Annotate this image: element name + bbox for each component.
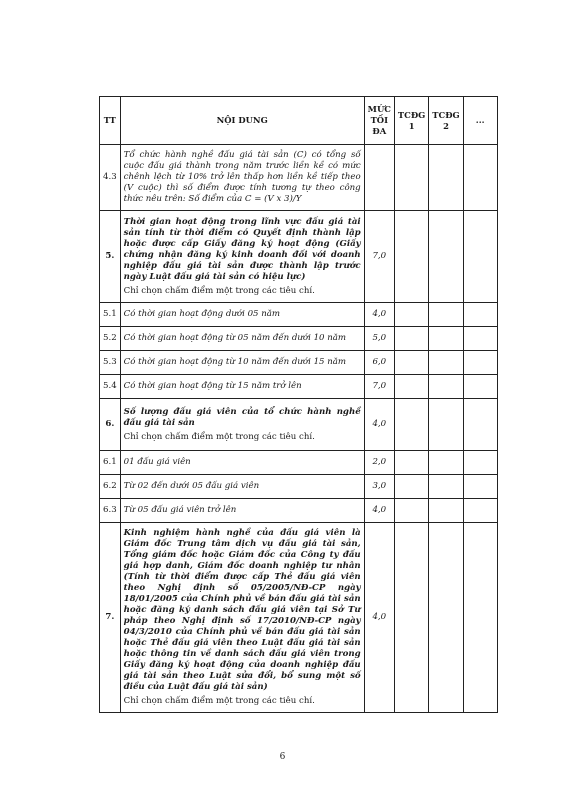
score-cell [463,351,497,375]
score-cell [394,351,428,375]
row-content-text: Kinh nghiệm hành nghề của đấu giá viên là Giám đốc Trung tâm dịch vụ đấu giá tài sản, Tổng giám đốc hoặc Giám đốc của Công ty đấu giá hợp danh, Giám đốc doanh nghiệp tư nhân (Tính từ thời điểm được cấp Thẻ đấu giá viên theo Nghị định số 05/2005/NĐ-CP ngày 18/01/2005 của Chính phủ về bán đấu giá tài sản hoặc đăng ký danh sách đấu giá viên tại Sở Tư pháp theo Nghị định số 17/2010/NĐ-CP ngày 04/3/2010 của Chính phủ về bán đấu giá tài sản hoặc Thẻ đấu giá viên theo Luật đấu giá tài sản hoặc thông tin về danh sách đấu giá viên trong Giấy đăng ký hoạt động của doanh nghiệp đấu giá tài sản theo Luật sửa đổi, bổ sung một số điều của Luật đấu giá tài sản) [123,528,361,692]
header-content: NỘI DUNG [120,97,364,145]
score-cell [394,451,428,475]
score-cell [463,523,497,713]
row-number: 6.3 [100,499,121,523]
row-max-points: 4,0 [364,399,394,451]
row-content: 01 đấu giá viên [120,451,364,475]
score-cell [429,475,463,499]
score-cell [463,499,497,523]
page-number: 6 [279,752,286,762]
row-note: Chỉ chọn chấm điểm một trong các tiêu chí. [123,431,315,442]
score-cell [429,499,463,523]
score-cell [429,351,463,375]
row-max-points [364,145,394,211]
row-content: Có thời gian hoạt động từ 05 năm đến dưới 10 năm [120,327,364,351]
score-cell [429,303,463,327]
score-cell [429,399,463,451]
score-cell [394,475,428,499]
table-row [100,327,498,351]
score-cell [394,211,428,303]
row-content: Có thời gian hoạt động từ 10 năm đến dưới 15 năm [120,351,364,375]
row-content: Từ 05 đấu giá viên trở lên [120,499,364,523]
row-content [120,399,364,451]
table-row [100,375,498,399]
row-content: Từ 02 đến dưới 05 đấu giá viên [120,475,364,499]
row-number: 6. [100,399,121,451]
row-number: 7. [100,523,121,713]
score-cell [463,145,497,211]
score-cell [429,375,463,399]
row-max-points: 4,0 [364,499,394,523]
table-row [100,499,498,523]
row-max-points: 5,0 [364,327,394,351]
row-number: 5.1 [100,303,121,327]
header-tcdg1 [394,97,428,145]
score-cell [429,523,463,713]
header-more: ... [463,97,497,145]
table-row [100,451,498,475]
row-content-text: Số lượng đấu giá viên của tổ chức hành nghề đấu giá tài sản [123,406,361,428]
table-row [100,523,498,713]
row-max-points: 4,0 [364,303,394,327]
score-cell [463,375,497,399]
header-tcdg2-line1: TCĐG [432,109,460,120]
score-cell [429,145,463,211]
header-max-line2: TỐI [370,115,389,126]
score-cell [394,499,428,523]
row-content [120,523,364,713]
score-cell [429,327,463,351]
row-content: Tổ chức hành nghề đấu giá tài sản (C) có tổng số cuộc đấu giá thành trong năm trước liền kề có mức chênh lệch từ 10% trở lên thấp hơn liền kề tiếp theo (V cuộc) thì số điểm được tính tương tự theo công thức nêu trên: Số điểm của C = (V x 3)/Y [120,145,364,211]
header-row [100,97,498,145]
score-cell [429,451,463,475]
row-number: 6.1 [100,451,121,475]
row-max-points: 3,0 [364,475,394,499]
score-cell [394,145,428,211]
score-cell [394,375,428,399]
row-content [120,211,364,303]
score-cell [429,211,463,303]
score-cell [463,327,497,351]
header-max-line1: MỨC [367,104,391,115]
row-note: Chỉ chọn chấm điểm một trong các tiêu chí. [123,696,315,706]
score-cell [463,475,497,499]
row-content: Có thời gian hoạt động dưới 05 năm [120,303,364,327]
row-max-points: 6,0 [364,351,394,375]
row-number: 5.3 [100,351,121,375]
table-row [100,303,498,327]
table-row [100,475,498,499]
header-max-line3: ĐA [372,125,387,136]
header-tcdg1-line2: 1 [408,120,415,131]
row-number: 6.2 [100,475,121,499]
score-cell [394,327,428,351]
score-cell [463,211,497,303]
score-cell [463,451,497,475]
header-tcdg1-line1: TCĐG [397,109,426,120]
row-content-text: Thời gian hoạt động trong lĩnh vực đấu giá tài sản tính từ thời điểm có Quyết định thành lập hoặc được cấp Giấy đăng ký hoạt động (Giấy chứng nhận đăng ký kinh doanh đối với doanh nghiệp đấu giá tài sản được thành lập trước ngày Luật đấu giá tài sản có hiệu lực) [123,216,361,282]
header-tcdg2-line2: 2 [443,120,449,131]
row-number: 4.3 [100,145,121,211]
score-cell [394,303,428,327]
table-row [100,351,498,375]
table-row [100,399,498,451]
row-number: 5. [100,211,121,303]
score-cell [394,523,428,713]
score-cell [394,399,428,451]
criteria-table [99,96,498,713]
header-tcdg2 [429,97,463,145]
row-number: 5.2 [100,327,121,351]
score-cell [463,303,497,327]
table-row [100,145,498,211]
row-content: Có thời gian hoạt động từ 15 năm trở lên [120,375,364,399]
row-max-points: 7,0 [364,375,394,399]
header-max-points [364,97,394,145]
row-number: 5.4 [100,375,121,399]
row-max-points: 4,0 [364,523,394,713]
row-note: Chỉ chọn chấm điểm một trong các tiêu chí. [123,285,315,296]
row-max-points: 2,0 [364,451,394,475]
row-max-points: 7,0 [364,211,394,303]
table-row [100,211,498,303]
header-tt: TT [100,97,121,145]
score-cell [463,399,497,451]
